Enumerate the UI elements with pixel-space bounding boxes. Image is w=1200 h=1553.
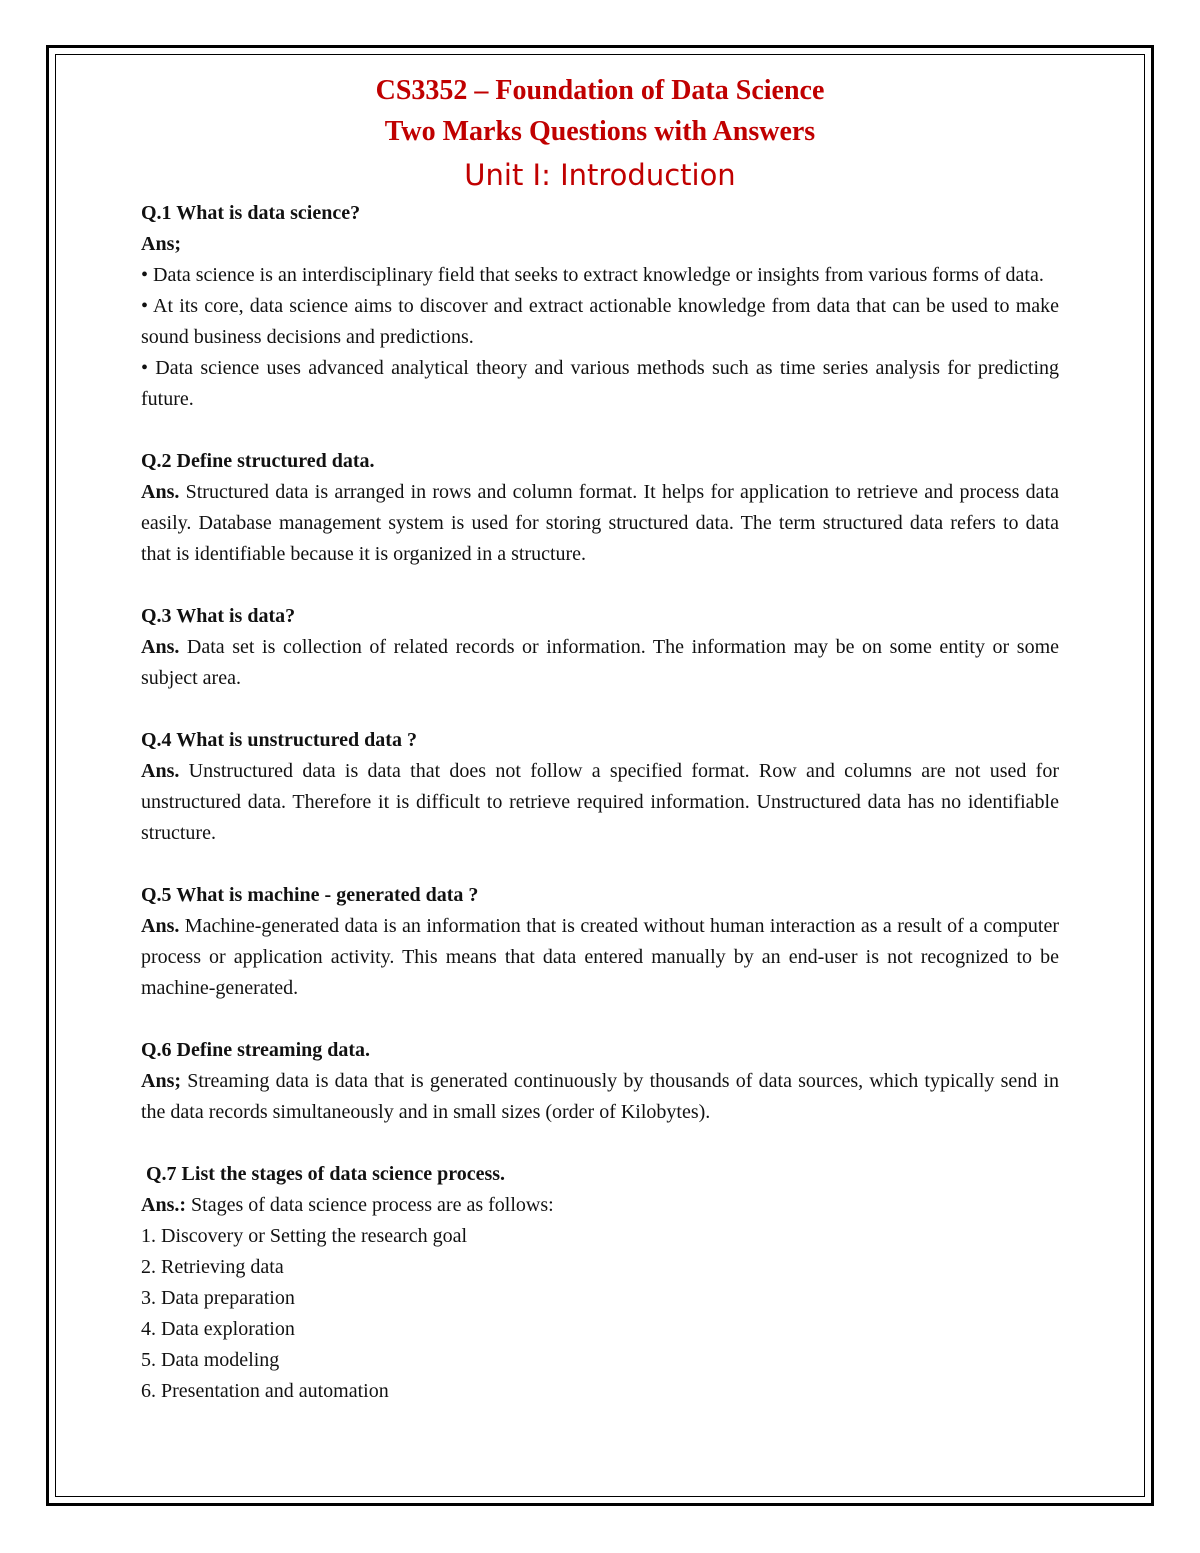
- stage-item: 1. Discovery or Setting the research goal: [141, 1225, 468, 1247]
- question-heading: Q.2 Define structured data.: [141, 450, 375, 472]
- stage-item: 5. Data modeling: [141, 1349, 280, 1371]
- answer-text: [141, 911, 1059, 1004]
- document-subtitle: Two Marks Questions with Answers: [384, 116, 816, 147]
- answer-label: Ans.:: [141, 1194, 187, 1216]
- document-content: [141, 70, 1059, 1407]
- answer-label: Ans.: [141, 636, 180, 658]
- question-6: [141, 1035, 1059, 1128]
- answer-label: Ans.: [141, 915, 180, 937]
- question-heading: Q.1 What is data science?: [141, 202, 361, 224]
- question-5: [141, 880, 1059, 1004]
- question-heading: Q.6 Define streaming data.: [141, 1039, 371, 1061]
- question-heading: Q.5 What is machine - generated data ?: [141, 884, 479, 906]
- stage-item: 4. Data exploration: [141, 1318, 295, 1340]
- answer-body: Structured data is arranged in rows and column format. It helps for application to retrieve and process data easily. Database management system is used for storing structured data. The term structured data refers to data that is identifiable because it is organized in a structure.: [141, 481, 1059, 565]
- answer-point: • Data science uses advanced analytical theory and various methods such as time series analysis for predicting future.: [141, 357, 1059, 410]
- question-7: [141, 1159, 1059, 1407]
- answer-label: Ans.: [141, 481, 180, 503]
- unit-title: Unit I: Introduction: [464, 158, 736, 192]
- question-heading: Q.3 What is data?: [141, 605, 296, 627]
- question-1: [141, 198, 1059, 415]
- course-title: CS3352 – Foundation of Data Science: [375, 75, 825, 106]
- answer-label: Ans;: [141, 1070, 182, 1092]
- answer-body: Streaming data is data that is generated continuously by thousands of data sources, which typically send in the data records simultaneously and in small sizes (order of Kilobytes).: [141, 1070, 1059, 1123]
- answer-text: [141, 1190, 1059, 1221]
- answer-text: [141, 477, 1059, 570]
- answer-text: [141, 632, 1059, 694]
- stage-item: 2. Retrieving data: [141, 1256, 284, 1278]
- answer-body: Unstructured data is data that does not follow a specified format. Row and columns are not used for unstructured data. Therefore it is difficult to retrieve required information. Unstructured data has no identifiable structure.: [141, 760, 1059, 844]
- answer-point: • At its core, data science aims to discover and extract actionable knowledge from data that can be used to make sound business decisions and predictions.: [141, 295, 1059, 348]
- answer-point: • Data science is an interdisciplinary field that seeks to extract knowledge or insights from various forms of data.: [141, 264, 1044, 286]
- question-heading: Q.7 List the stages of data science process.: [146, 1163, 506, 1185]
- question-3: [141, 601, 1059, 694]
- stage-item: 3. Data preparation: [141, 1287, 295, 1309]
- answer-body: Data set is collection of related records or information. The information may be on some entity or some subject area.: [141, 636, 1059, 689]
- answer-label: Ans;: [141, 233, 182, 255]
- document-header: [141, 70, 1059, 198]
- question-2: [141, 446, 1059, 570]
- answer-text: [141, 1066, 1059, 1128]
- question-4: [141, 725, 1059, 849]
- answer-body: Machine-generated data is an information that is created without human interaction as a result of a computer process or application activity. This means that data entered manually by an end-user is not recognized to be machine-generated.: [141, 915, 1059, 999]
- answer-body: Stages of data science process are as follows:: [186, 1194, 554, 1216]
- stage-item: 6. Presentation and automation: [141, 1380, 389, 1402]
- answer-label: Ans.: [141, 760, 180, 782]
- answer-text: [141, 756, 1059, 849]
- question-heading: Q.4 What is unstructured data ?: [141, 729, 417, 751]
